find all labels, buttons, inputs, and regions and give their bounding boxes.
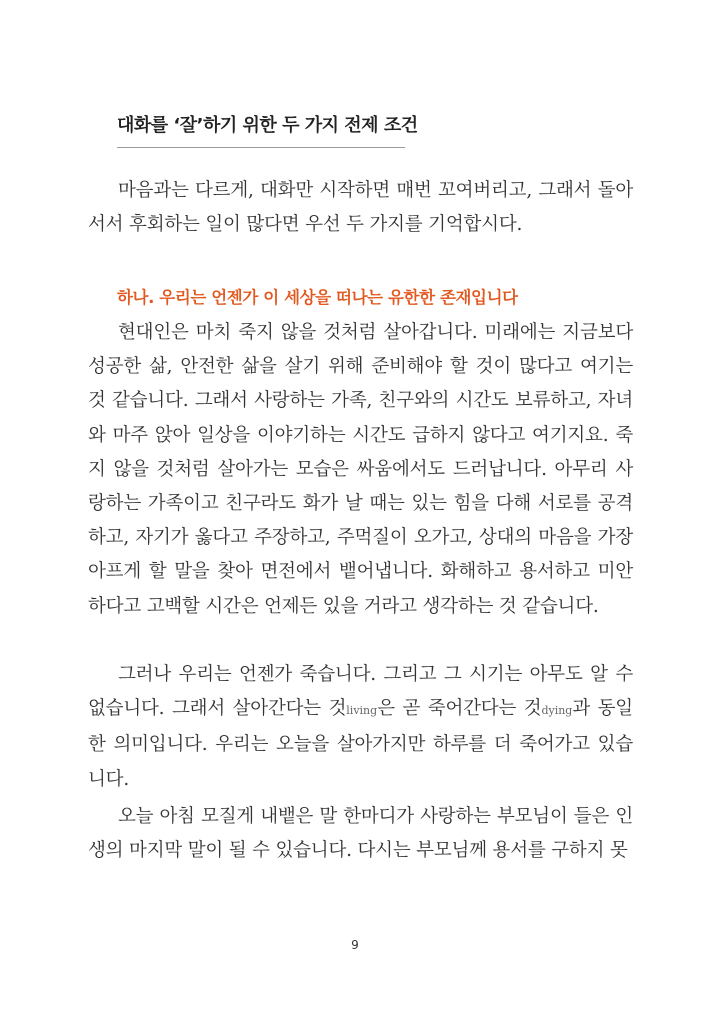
mortality-text-b: 은 곧 죽어간다는 것 [377, 698, 542, 720]
mortality-block [88, 658, 633, 797]
intro-block [88, 174, 633, 242]
mortality-paragraph [88, 658, 633, 797]
point-one-block [88, 316, 633, 624]
point-one-paragraph: 현대인은 마치 죽지 않을 것처럼 살아갑니다. 미래에는 지금보다 성공한 삶, 안전한 삶을 살기 위해 준비해야 할 것이 많다고 여기는 것 같습니다. 그래서 사랑하는 가족, 친구와의 시간도 보류하고, 자녀와 마주 앉아 일상을 이야기하는 시간도 급하지 않다고 여기지요. 죽지 않을 것처럼 살아가는 모습은 싸움에서도 드러납니다. 아무리 사랑하는 가족이고 친구라도 화가 날 때는 있는 힘을 다해 서로를 공격하고, 자기가 옳다고 주장하고, 주먹질이 오가고, 상대의 마음을 가장 아프게 할 말을 찾아 면전에서 뱉어냅니다. 화해하고 용서하고 미안하다고 고백할 시간은 언제든 있을 거라고 생각하는 것 같습니다. [88, 322, 633, 617]
final-block [88, 800, 633, 868]
mortality-text-a: 그러나 우리는 언젠가 죽습니다. 그리고 그 시기는 아무도 알 수 없습니다. 그래서 살아간다는 것 [88, 664, 633, 720]
mortality-text-c: 과 동일한 의미입니다. 우리는 오늘을 살아가지만 하루를 더 죽어가고 있습니다. [88, 698, 633, 790]
gloss-living: living [346, 704, 378, 718]
final-paragraph: 오늘 아침 모질게 내뱉은 말 한마디가 사랑하는 부모님이 들은 인생의 마지막 말이 될 수 있습니다. 다시는 부모님께 용서를 구하지 못 [88, 806, 633, 862]
gloss-dying: dying [541, 704, 573, 718]
intro-paragraph: 마음과는 다르게, 대화만 시작하면 매번 꼬여버리고, 그래서 돌아서서 후회하는 일이 많다면 우선 두 가지를 기억합시다. [88, 180, 633, 236]
page-number: 9 [351, 938, 359, 952]
point-one-heading: 하나. 우리는 언젠가 이 세상을 떠나는 유한한 존재입니다 [117, 288, 518, 307]
section-heading: 대화를 ‘잘’하기 위한 두 가지 전제 조건 [117, 111, 405, 148]
